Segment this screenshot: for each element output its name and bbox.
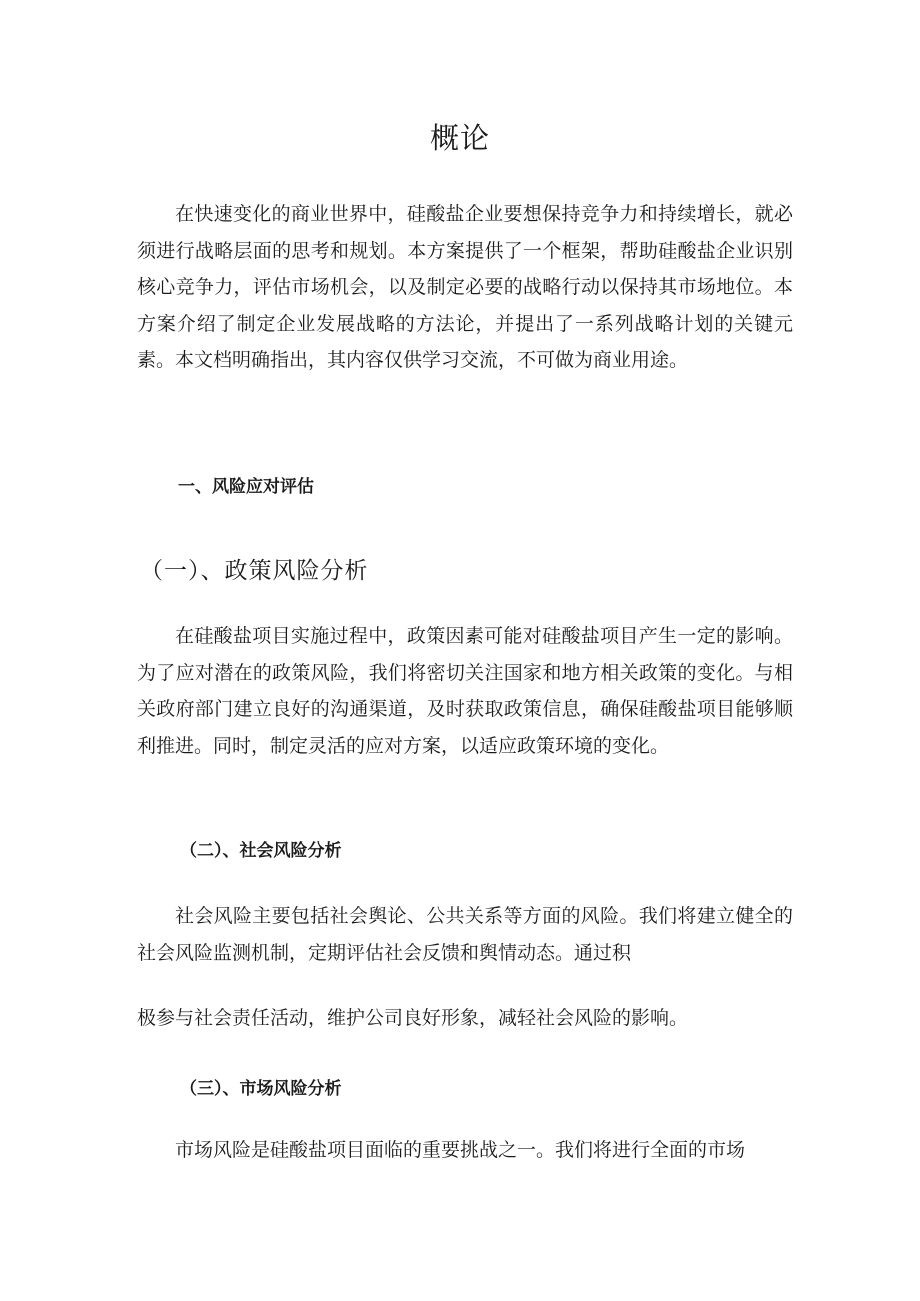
subsection-heading-policy: （一）、政策风险分析 [140, 558, 369, 584]
intro-paragraph: 在快速变化的商业世界中，硅酸盐企业要想保持竞争力和持续增长，就必须进行战略层面的思考和规划。本方案提供了一个框架，帮助硅酸盐企业识别核心竞争力，评估市场机会，以及制定必要的战略行动以保持其市场地位。本方案介绍了制定企业发展战略的方法论，并提出了一系列战略计划的关键元素。本文档明确指出，其内容仅供学习交流，不可做为商业用途。 [137, 203, 793, 371]
social-risk-paragraph-line1: 社会风险主要包括社会舆论、公共关系等方面的风险。我们将建立健全的社会风险监测机制，定期评估社会反馈和舆情动态。通过积 [137, 905, 793, 964]
page-title: 概论 [429, 121, 490, 155]
market-risk-paragraph: 市场风险是硅酸盐项目面临的重要挑战之一。我们将进行全面的市场 [175, 1139, 746, 1161]
policy-risk-paragraph: 在硅酸盐项目实施过程中，政策因素可能对硅酸盐项目产生一定的影响。为了应对潜在的政策风险，我们将密切关注国家和地方相关政策的变化。与相关政府部门建立良好的沟通渠道，及时获取政策信息，确保硅酸盐项目能够顺利推进。同时，制定灵活的应对方案，以适应政策环境的变化。 [137, 625, 793, 757]
subsection-heading-market: （三）、市场风险分析 [180, 1079, 342, 1099]
section-heading: 一、风险应对评估 [178, 477, 314, 497]
social-risk-paragraph-line2: 极参与社会责任活动，维护公司良好形象，减轻社会风险的影响。 [137, 1007, 689, 1029]
subsection-heading-social: （二）、社会风险分析 [180, 841, 342, 861]
